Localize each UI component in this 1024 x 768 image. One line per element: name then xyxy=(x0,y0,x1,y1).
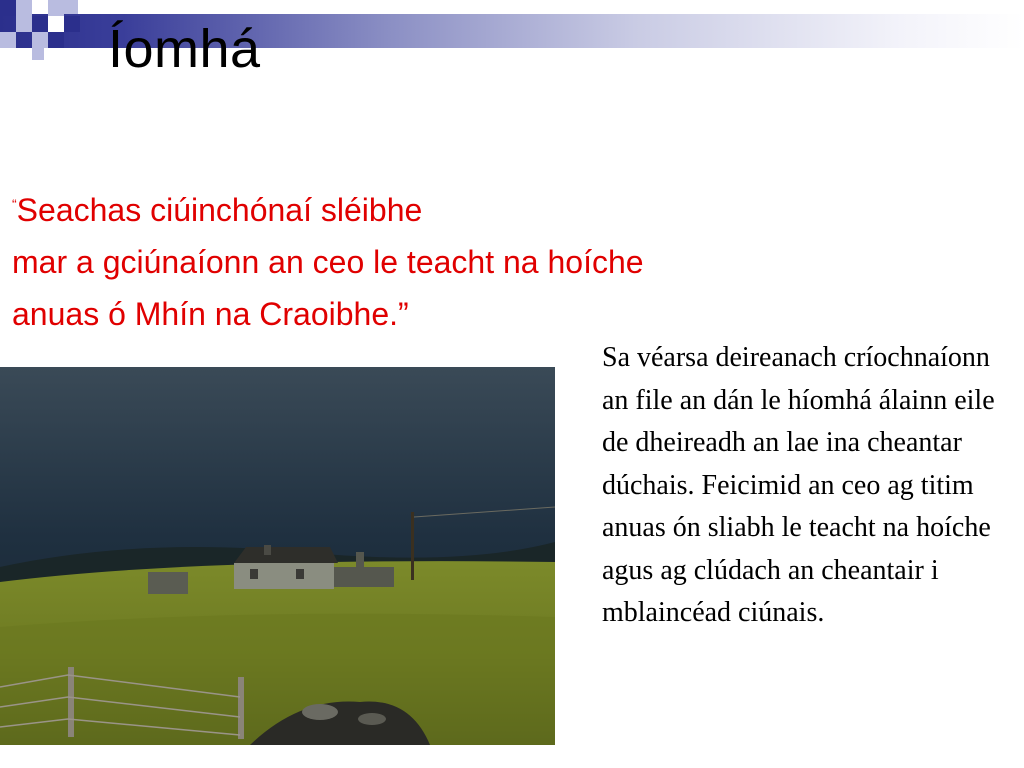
quote-open-mark: “ xyxy=(12,196,17,212)
landscape-photo xyxy=(0,367,555,745)
quote-line-1: “Seachas ciúinchónaí sléibhe xyxy=(12,192,423,228)
landscape-photo-icon xyxy=(0,367,555,745)
description-paragraph: Sa véarsa deireanach críochnaíonn an file an dán le híomhá álainn eile de dheireadh an lae ina cheantar dúchais. Feicimid an ceo ag titim anuas ón sliabh le teacht na hoíche agus ag clúdach an cheantair i mblaincéad ciúnais. xyxy=(602,342,995,628)
poem-quote xyxy=(12,178,832,340)
quote-line-2: mar a gciúnaíonn an ceo le teacht na hoíche xyxy=(12,244,644,280)
slide-title: Íomhá xyxy=(108,19,261,79)
quote-line-3: anuas ó Mhín na Craoibhe.” xyxy=(12,296,409,332)
